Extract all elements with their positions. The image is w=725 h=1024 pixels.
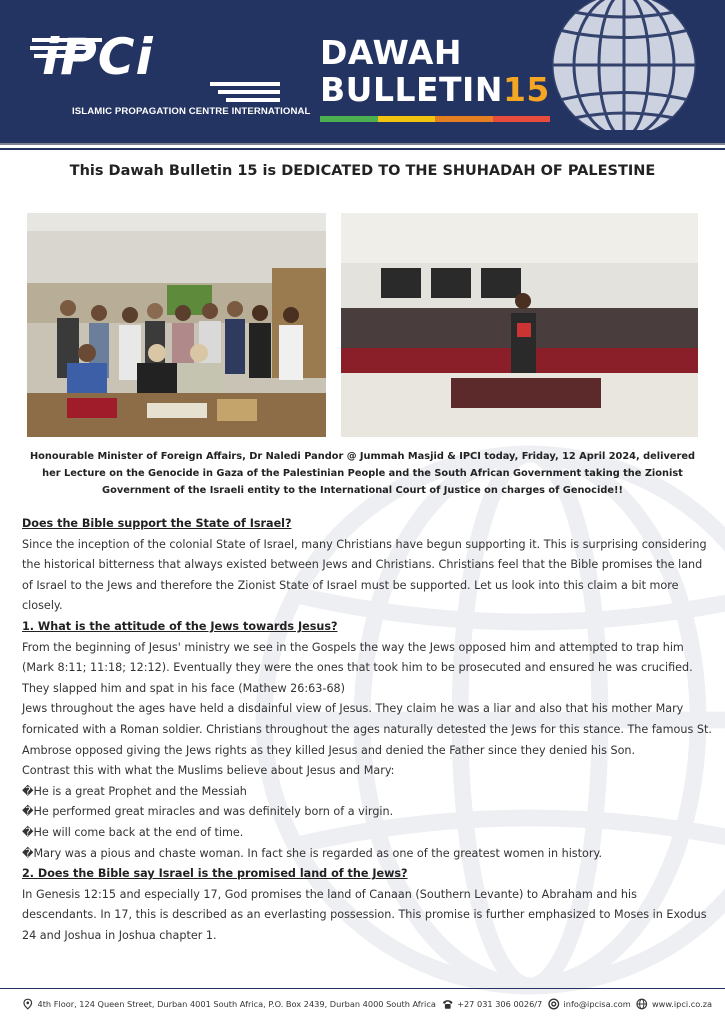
question-1-paragraph-3: Contrast this with what the Muslims believe about Jesus and Mary: bbox=[22, 764, 395, 778]
footer-address: 4th Floor, 124 Queen Street, Durban 4001 South Africa, P.O. Box 2439, Durban 4000 South Africa bbox=[37, 999, 436, 1009]
globe-icon bbox=[549, 0, 699, 130]
bulletin-header bbox=[0, 0, 725, 143]
footer bbox=[22, 998, 712, 1010]
footer-website[interactable]: www.ipci.co.za bbox=[651, 999, 713, 1009]
email-at-icon bbox=[548, 998, 560, 1010]
title-line-2 bbox=[320, 71, 550, 108]
header-divider-secondary bbox=[0, 148, 725, 150]
stripe-orange bbox=[435, 116, 493, 122]
bullet-item: �He performed great miracles and was definitely born of a virgin. bbox=[22, 805, 394, 819]
article-heading: Does the Bible support the State of Israel? bbox=[22, 517, 292, 530]
question-2-heading: 2. Does the Bible say Israel is the promised land of the Jews? bbox=[22, 867, 408, 881]
question-1-paragraph-1: From the beginning of Jesus' ministry we see in the Gospels the way the Jews opposed him and attempted to trap him (Mark 8:11; 11:18; 12:12). Eventually they were the ones that took him to be prosecuted and ensured he was crucified. They slapped him and spat in his face (Mathew 26:63-68) bbox=[22, 640, 693, 695]
title-line-1: DAWAH bbox=[320, 33, 463, 72]
color-stripe bbox=[320, 116, 550, 122]
issue-number: 15 bbox=[502, 70, 550, 109]
footer-divider bbox=[0, 988, 725, 989]
title-word: BULLETIN bbox=[320, 70, 503, 109]
header-divider bbox=[0, 143, 725, 145]
logo-wordmark: iPCi bbox=[42, 28, 154, 86]
question-1-heading: 1. What is the attitude of the Jews towards Jesus? bbox=[22, 619, 338, 633]
stripe-red bbox=[493, 116, 551, 122]
footer-phone: +27 031 306 0026/7 bbox=[457, 999, 543, 1009]
photo-caption: Honourable Minister of Foreign Affairs, Dr Naledi Pandor @ Jummah Masjid & IPCI today, Friday, 12 April 2024, delivered her Lecture on the Genocide in Gaza of the Palestinian People and the South African Government taking the Zionist Government of the Israeli entity to the International Court of Justice on charges of Genocide!! bbox=[29, 451, 696, 496]
article-body bbox=[22, 514, 712, 946]
bullet-item: �He is a great Prophet and the Messiah bbox=[22, 784, 247, 798]
question-1-paragraph-2: Jews throughout the ages have held a disdainful view of Jesus. They claim he was a liar and also that his mother Mary fornicated with a Roman soldier. Christians throughout the ages naturally detested the Jews for this stance. The famous St. Ambrose opposed giving the Jews rights as they killed Jesus and denied the Father since they denied his Son. bbox=[22, 702, 712, 757]
stripe-green bbox=[320, 116, 378, 122]
location-pin-icon bbox=[22, 998, 34, 1010]
globe-web-icon bbox=[636, 998, 648, 1010]
group-photo bbox=[27, 213, 326, 437]
question-2-paragraph-1: In Genesis 12:15 and especially 17, God promises the land of Canaan (Southern Levante) to Abraham and his descendants. In 17, this is described as an everlasting possession. This promise is further emphasized to Moses in Exodus 24 and Joshua in Joshua chapter 1. bbox=[22, 887, 707, 942]
phone-icon bbox=[442, 998, 454, 1010]
bullet-item: �He will come back at the end of time. bbox=[22, 825, 244, 839]
article-intro: Since the inception of the colonial State of Israel, many Christians have begun supporting it. This is surprising considering the historical bitterness that always existed between Jews and Christians. Christians feel that the Bible promises the land of Israel to the Jews and therefore the Zionist State of Israel must be supported. Let us look into this claim a bit more closely. bbox=[22, 537, 707, 613]
footer-email[interactable]: info@ipcisa.com bbox=[563, 999, 631, 1009]
bullet-item: �Mary was a pious and chaste woman. In fact she is regarded as one of the greatest women in history. bbox=[22, 846, 603, 860]
lecture-photo bbox=[341, 213, 698, 437]
bulletin-title bbox=[320, 34, 550, 108]
logo-subtitle: ISLAMIC PROPAGATION CENTRE INTERNATIONAL bbox=[72, 106, 311, 117]
stripe-yellow bbox=[378, 116, 436, 122]
dedication-heading: This Dawah Bulletin 15 is DEDICATED TO THE SHUHADAH OF PALESTINE bbox=[69, 163, 656, 179]
